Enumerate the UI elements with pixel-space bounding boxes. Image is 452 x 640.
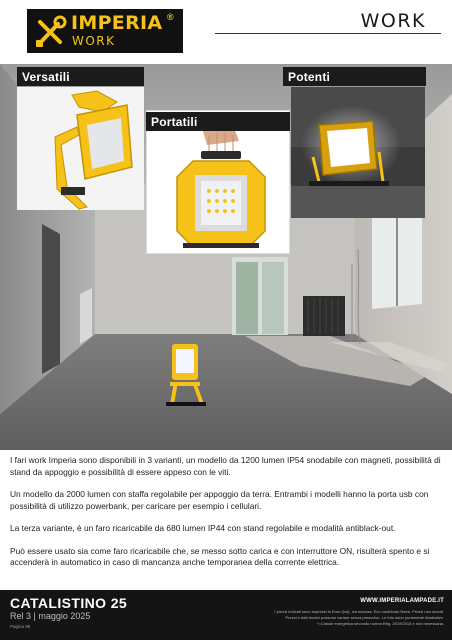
- brand-logo: [27, 9, 183, 53]
- description-paragraph-1: I fari work Imperia sono disponibili in 3 varianti, un modello da 1200 lumen IP54 snodabile con magneti, possibilità di stand da appoggio e possibilità di essere appeso con le viti.: [10, 455, 441, 477]
- catalog-release: Rel 3 | maggio 2025: [10, 611, 91, 621]
- work-light-portable-icon: [147, 111, 290, 254]
- footer-note-3: *=Classe energetica secondo norma Reg. 2019/2015 e non necessaria.: [317, 621, 444, 626]
- page-footer: [0, 590, 452, 640]
- description-paragraph-4: Può essere usato sia come faro ricaricabile che, se messo sotto carica e con interruttore ON, risulterà spento e si accenderà in automatico in caso di mancanza anche temporanea della corrente elettrica.: [10, 545, 430, 567]
- website-link[interactable]: WWW.IMPERIALAMPADE.IT: [360, 598, 444, 604]
- crossed-wrench-screwdriver-icon: [33, 15, 67, 49]
- footer-note-1: I prezzi indicati sono espressi in Euro (Iva), iva esclusa. Eco contributo Raee. Prezzi non dovuti.: [274, 609, 444, 614]
- photo-versatili: [17, 87, 144, 210]
- photo-potenti: [291, 87, 425, 218]
- hero-photo: [0, 64, 452, 450]
- work-light-powerful-icon: [291, 87, 425, 218]
- photo-portatili: [146, 110, 290, 254]
- work-light-versatile-icon: [17, 87, 144, 210]
- label-versatili: Versatili: [17, 67, 144, 86]
- catalog-title: CATALISTINO 25: [10, 595, 128, 611]
- brand-subtitle: WORK: [72, 34, 116, 48]
- header-divider: [215, 33, 441, 34]
- label-portatili: Portatili: [146, 112, 290, 131]
- description-paragraph-3: La terza variante, è un faro ricaricabile da 680 lumen IP44 con stand regolabile e modalità antiblack-out.: [10, 523, 396, 533]
- description-paragraph-2: Un modello da 2000 lumen con staffa regolabile per appoggio da terra. Entrambi i modelli hanno la porta usb con possibilità di utilizzo powerbank, per caricare per esempio i cellulari.: [10, 489, 429, 511]
- footer-note-2: Prezzi e dati tecnici possono variare senza preavviso. Le foto sono puramente illustrative.: [285, 615, 444, 620]
- brand-name: IMPERIA: [71, 12, 163, 34]
- page-number: Pagina 86: [10, 624, 31, 629]
- label-potenti: Potenti: [283, 67, 426, 86]
- description-text: [10, 455, 442, 580]
- brand-registered-mark: ®: [167, 12, 174, 22]
- section-title: WORK: [360, 10, 426, 32]
